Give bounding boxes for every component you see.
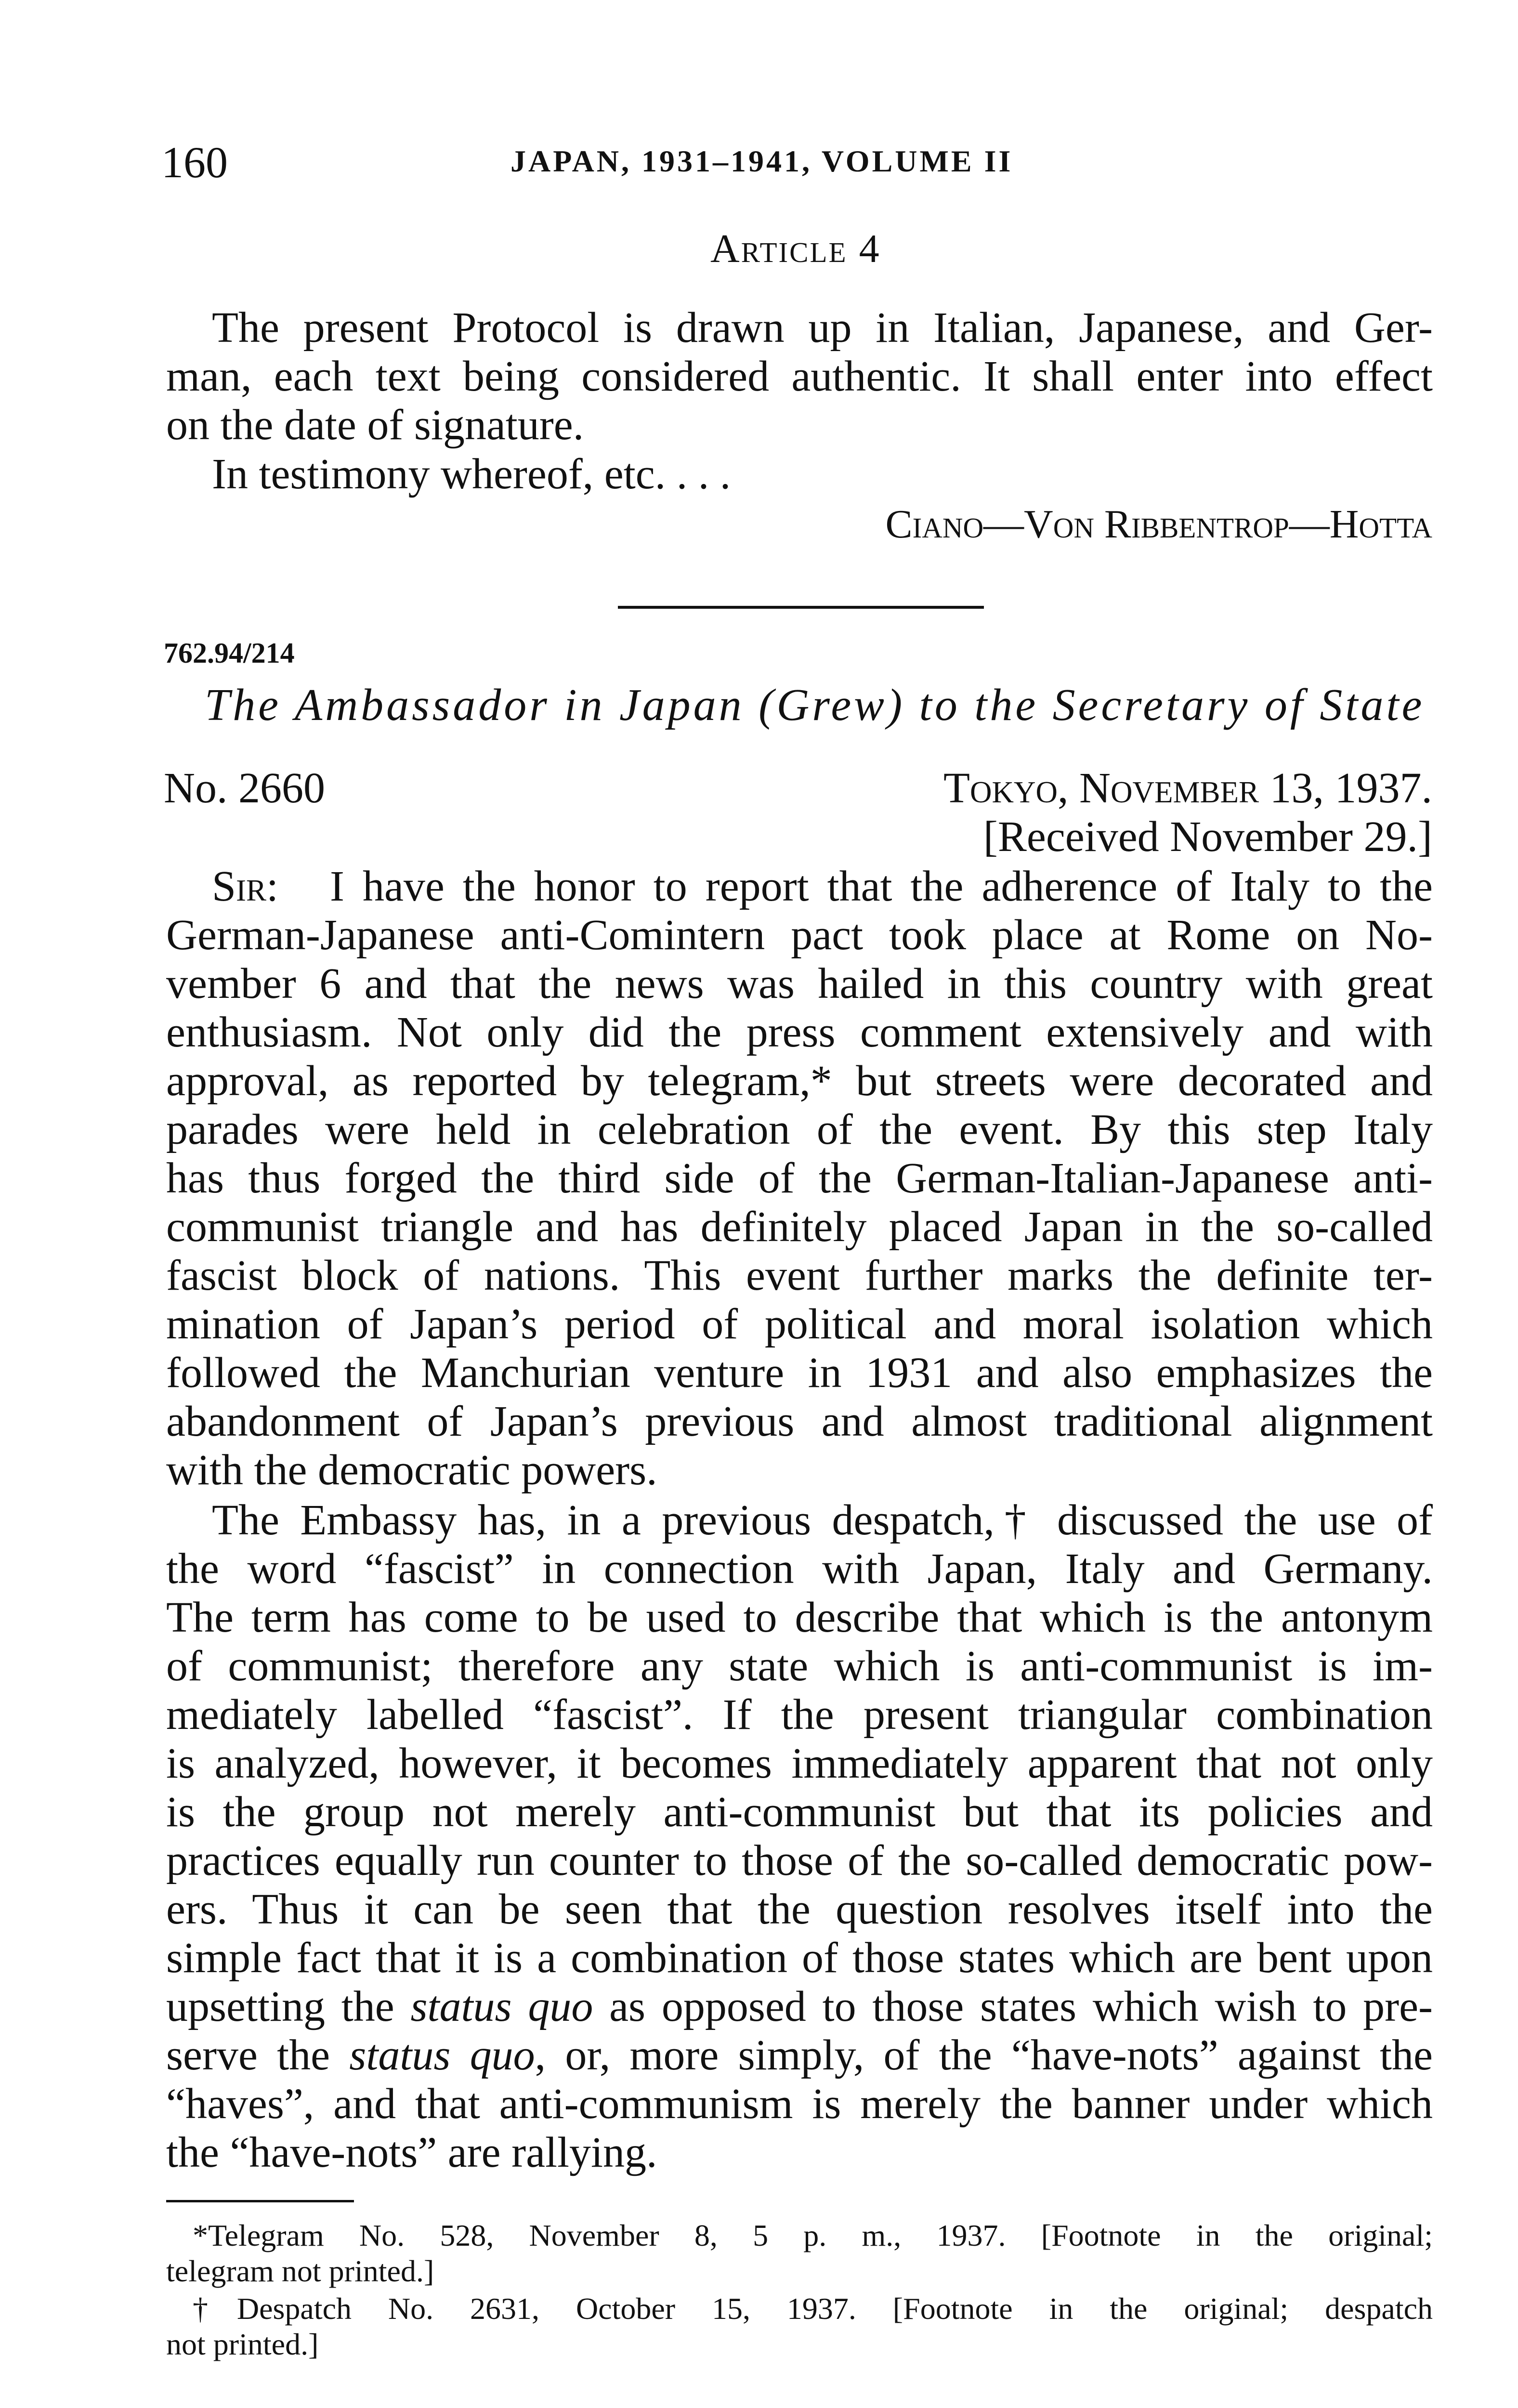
text-line: communist triangle and has definitely placed Japan in the so-called	[166, 1203, 1433, 1251]
received-date: [Received November 29.]	[983, 813, 1432, 861]
text-run: serve the	[166, 2031, 350, 2079]
text-line: approval, as reported by telegram,* but streets were decorated and	[166, 1057, 1433, 1105]
text-line: vember 6 and that the news was hailed in this country with great	[166, 960, 1433, 1008]
text-line: The present Protocol is drawn up in Italian, Japanese, and Ger-	[212, 304, 1433, 352]
text-line: the word “fascist” in connection with Japan, Italy and Germany.	[166, 1545, 1433, 1593]
testimony-line: In testimony whereof, etc. . . .	[212, 450, 731, 498]
emphasis-status-quo: status quo	[410, 1983, 593, 2030]
text-line: man, each text being considered authentic. It shall enter into effect	[166, 353, 1433, 400]
text-line: is analyzed, however, it becomes immediately apparent that not only	[166, 1740, 1433, 1787]
text-line: enthusiasm. Not only did the press comment extensively and with	[166, 1008, 1433, 1056]
text-line: The term has come to be used to describe that which is the antonym	[166, 1594, 1433, 1641]
text-line: mediately labelled “fascist”. If the present triangular combination	[166, 1691, 1433, 1739]
place-date: Tokyo, November 13, 1937.	[943, 764, 1432, 812]
section-divider	[618, 606, 984, 609]
emphasis-status-quo: status quo	[349, 2031, 535, 2079]
file-number: 762.94/214	[164, 637, 295, 669]
document-title: The Ambassador in Japan (Grew) to the Secretary of State	[205, 680, 1425, 730]
text-line: simple fact that it is a combination of those states which are bent upon	[166, 1934, 1433, 1982]
footnote-line: †Despatch No. 2631, October 15, 1937. [Footnote in the original; despatch	[193, 2291, 1433, 2326]
text-line: the “have-nots” are rallying.	[166, 2129, 657, 2176]
text-line	[166, 1982, 1433, 2031]
text-line: mination of Japan’s period of political and moral isolation which	[166, 1300, 1433, 1348]
text-line: of communist; therefore any state which is anti-communist is im-	[166, 1642, 1433, 1690]
text-line: on the date of signature.	[166, 401, 584, 449]
text-line: fascist block of nations. This event further marks the definite ter-	[166, 1252, 1433, 1299]
text-line: abandonment of Japan’s previous and almost traditional alignment	[166, 1398, 1433, 1445]
footnote-line: not printed.]	[166, 2327, 319, 2361]
text-line: is the group not merely anti-communist but that its policies and	[166, 1788, 1433, 1836]
text-line: The Embassy has, in a previous despatch,† discussed the use of	[212, 1496, 1433, 1544]
salutation: Sir:	[212, 863, 279, 910]
text-line: followed the Manchurian venture in 1931 and also emphasizes the	[166, 1349, 1433, 1397]
text-line: with the democratic powers.	[166, 1446, 657, 1494]
text-line: I have the honor to report that the adherence of Italy to the	[330, 863, 1433, 910]
footnote-line: *Telegram No. 528, November 8, 5 p. m., 1937. [Footnote in the original;	[193, 2218, 1433, 2252]
text-line: practices equally run counter to those of the so-called democratic pow-	[166, 1837, 1433, 1885]
text-run: as opposed to those states which wish to pre-	[593, 1983, 1433, 2030]
text-line: has thus forged the third side of the German-Italian-Japanese anti-	[166, 1154, 1433, 1202]
page-number: 160	[161, 138, 228, 187]
text-line	[166, 2031, 1433, 2080]
text-line: German-Japanese anti-Comintern pact took place at Rome on No-	[166, 911, 1433, 959]
footnote-line: telegram not printed.]	[166, 2254, 434, 2288]
footnote-rule	[166, 2200, 354, 2202]
article-heading: Article 4	[710, 226, 881, 271]
text-run: upsetting the	[166, 1983, 411, 2030]
despatch-number: No. 2660	[164, 764, 325, 812]
text-line: ers. Thus it can be seen that the question resolves itself into the	[166, 1885, 1433, 1933]
signatories: Ciano—Von Ribbentrop—Hotta	[885, 502, 1432, 547]
running-head: JAPAN, 1931–1941, VOLUME II	[510, 144, 1013, 178]
text-line: “haves”, and that anti-communism is merely the banner under which	[166, 2080, 1433, 2128]
text-run: , or, more simply, of the “have-nots” against the	[535, 2031, 1433, 2079]
text-line: parades were held in celebration of the event. By this step Italy	[166, 1106, 1433, 1153]
